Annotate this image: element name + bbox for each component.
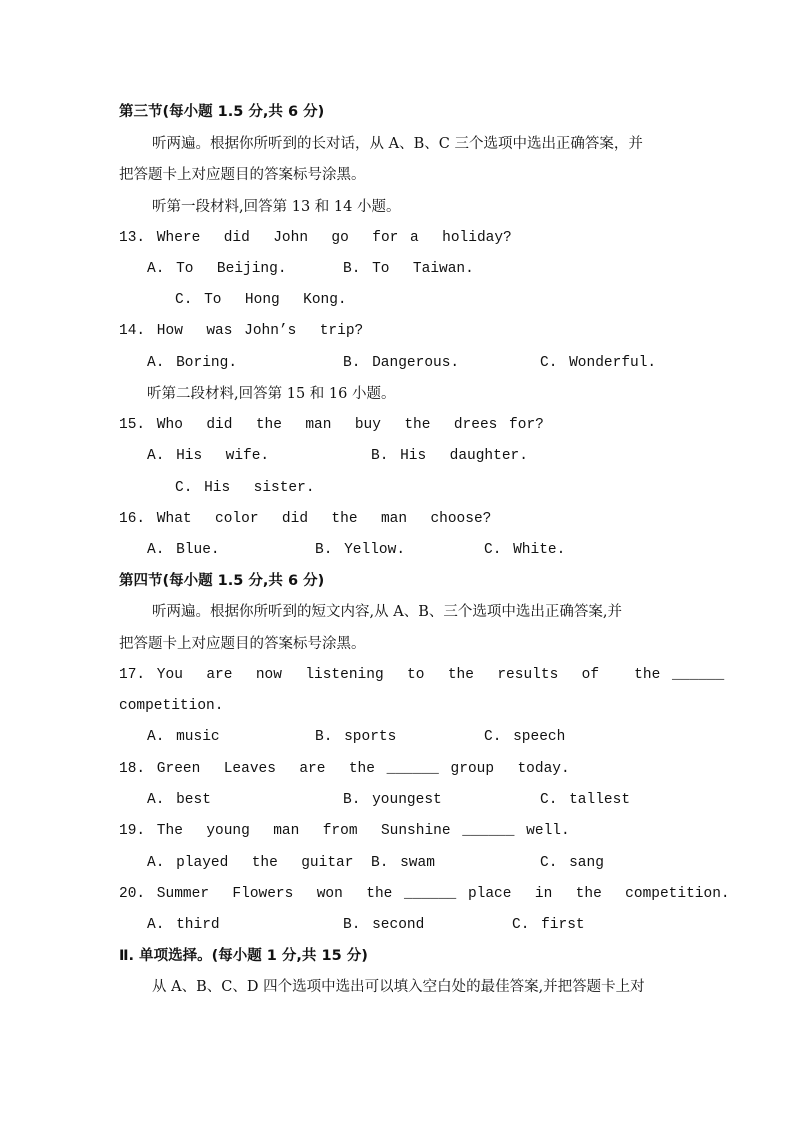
question-15: 15. Who did the man buy the drees for? <box>119 417 544 433</box>
q16-option-a: A. Blue. <box>147 542 220 558</box>
question-19: 19. The young man from Sunshine ______ well. <box>119 823 570 839</box>
q13-option-a: A. To Beijing. <box>147 261 287 277</box>
q14-option-c: C. Wonderful. <box>540 355 657 371</box>
q17-option-b: B. sports <box>315 729 397 745</box>
q20-option-b: B. second <box>343 917 425 933</box>
question-17: 17. You are now listening to the results of the ______ <box>119 667 725 683</box>
q15-option-b: B. His daughter. <box>371 448 528 464</box>
material1-note: 听第一段材料,回答第 13 和 14 小题。 <box>152 199 401 215</box>
section3-instruction-line2: 把答题卡上对应题目的答案标号涂黑。 <box>119 167 366 183</box>
question-16: 16. What color did the man choose? <box>119 511 492 527</box>
q19-option-c: C. sang <box>540 855 604 871</box>
q17-option-c: C. speech <box>484 729 566 745</box>
q18-option-a: A. best <box>147 792 211 808</box>
q17-option-a: A. music <box>147 729 220 745</box>
q16-option-c: C. White. <box>484 542 566 558</box>
q13-option-b: B. To Taiwan. <box>343 261 474 277</box>
part2-instruction-line1: 从 A、B、C、D 四个选项中选出可以填入空白处的最佳答案,并把答题卡上对 <box>152 979 645 995</box>
section3-heading: 第三节(每小题 1.5 分,共 6 分) <box>119 104 325 120</box>
q15-option-c: C. His sister. <box>175 480 315 496</box>
q13-option-c: C. To Hong Kong. <box>175 292 347 308</box>
material2-note: 听第二段材料,回答第 15 和 16 小题。 <box>147 386 396 402</box>
question-13: 13. Where did John go for a holiday? <box>119 230 512 246</box>
q15-option-a: A. His wife. <box>147 448 270 464</box>
q16-option-b: B. Yellow. <box>315 542 406 558</box>
section4-heading: 第四节(每小题 1.5 分,共 6 分) <box>119 573 325 589</box>
q20-option-a: A. third <box>147 917 220 933</box>
section4-instruction-line2: 把答题卡上对应题目的答案标号涂黑。 <box>119 636 366 652</box>
q18-option-b: B. youngest <box>343 792 442 808</box>
section4-instruction-line1: 听两遍。根据你所听到的短文内容,从 A、B、三个选项中选出正确答案,并 <box>152 604 622 620</box>
question-18: 18. Green Leaves are the ______ group today. <box>119 761 570 777</box>
part2-heading: Ⅱ. 单项选择。(每小题 1 分,共 15 分) <box>119 948 368 964</box>
q20-option-c: C. first <box>512 917 585 933</box>
q14-option-a: A. Boring. <box>147 355 238 371</box>
question-17-continued: competition. <box>119 698 224 714</box>
q19-option-b: B. swam <box>371 855 435 871</box>
question-20: 20. Summer Flowers won the ______ place in the competition. <box>119 886 730 902</box>
q19-option-a: A. played the guitar <box>147 855 354 871</box>
section3-instruction-line1: 听两遍。根据你所听到的长对话，从 A、B、C 三个选项中选出正确答案，并 <box>152 136 643 152</box>
q18-option-c: C. tallest <box>540 792 631 808</box>
question-14: 14. How was John’s trip? <box>119 323 364 339</box>
q14-option-b: B. Dangerous. <box>343 355 460 371</box>
